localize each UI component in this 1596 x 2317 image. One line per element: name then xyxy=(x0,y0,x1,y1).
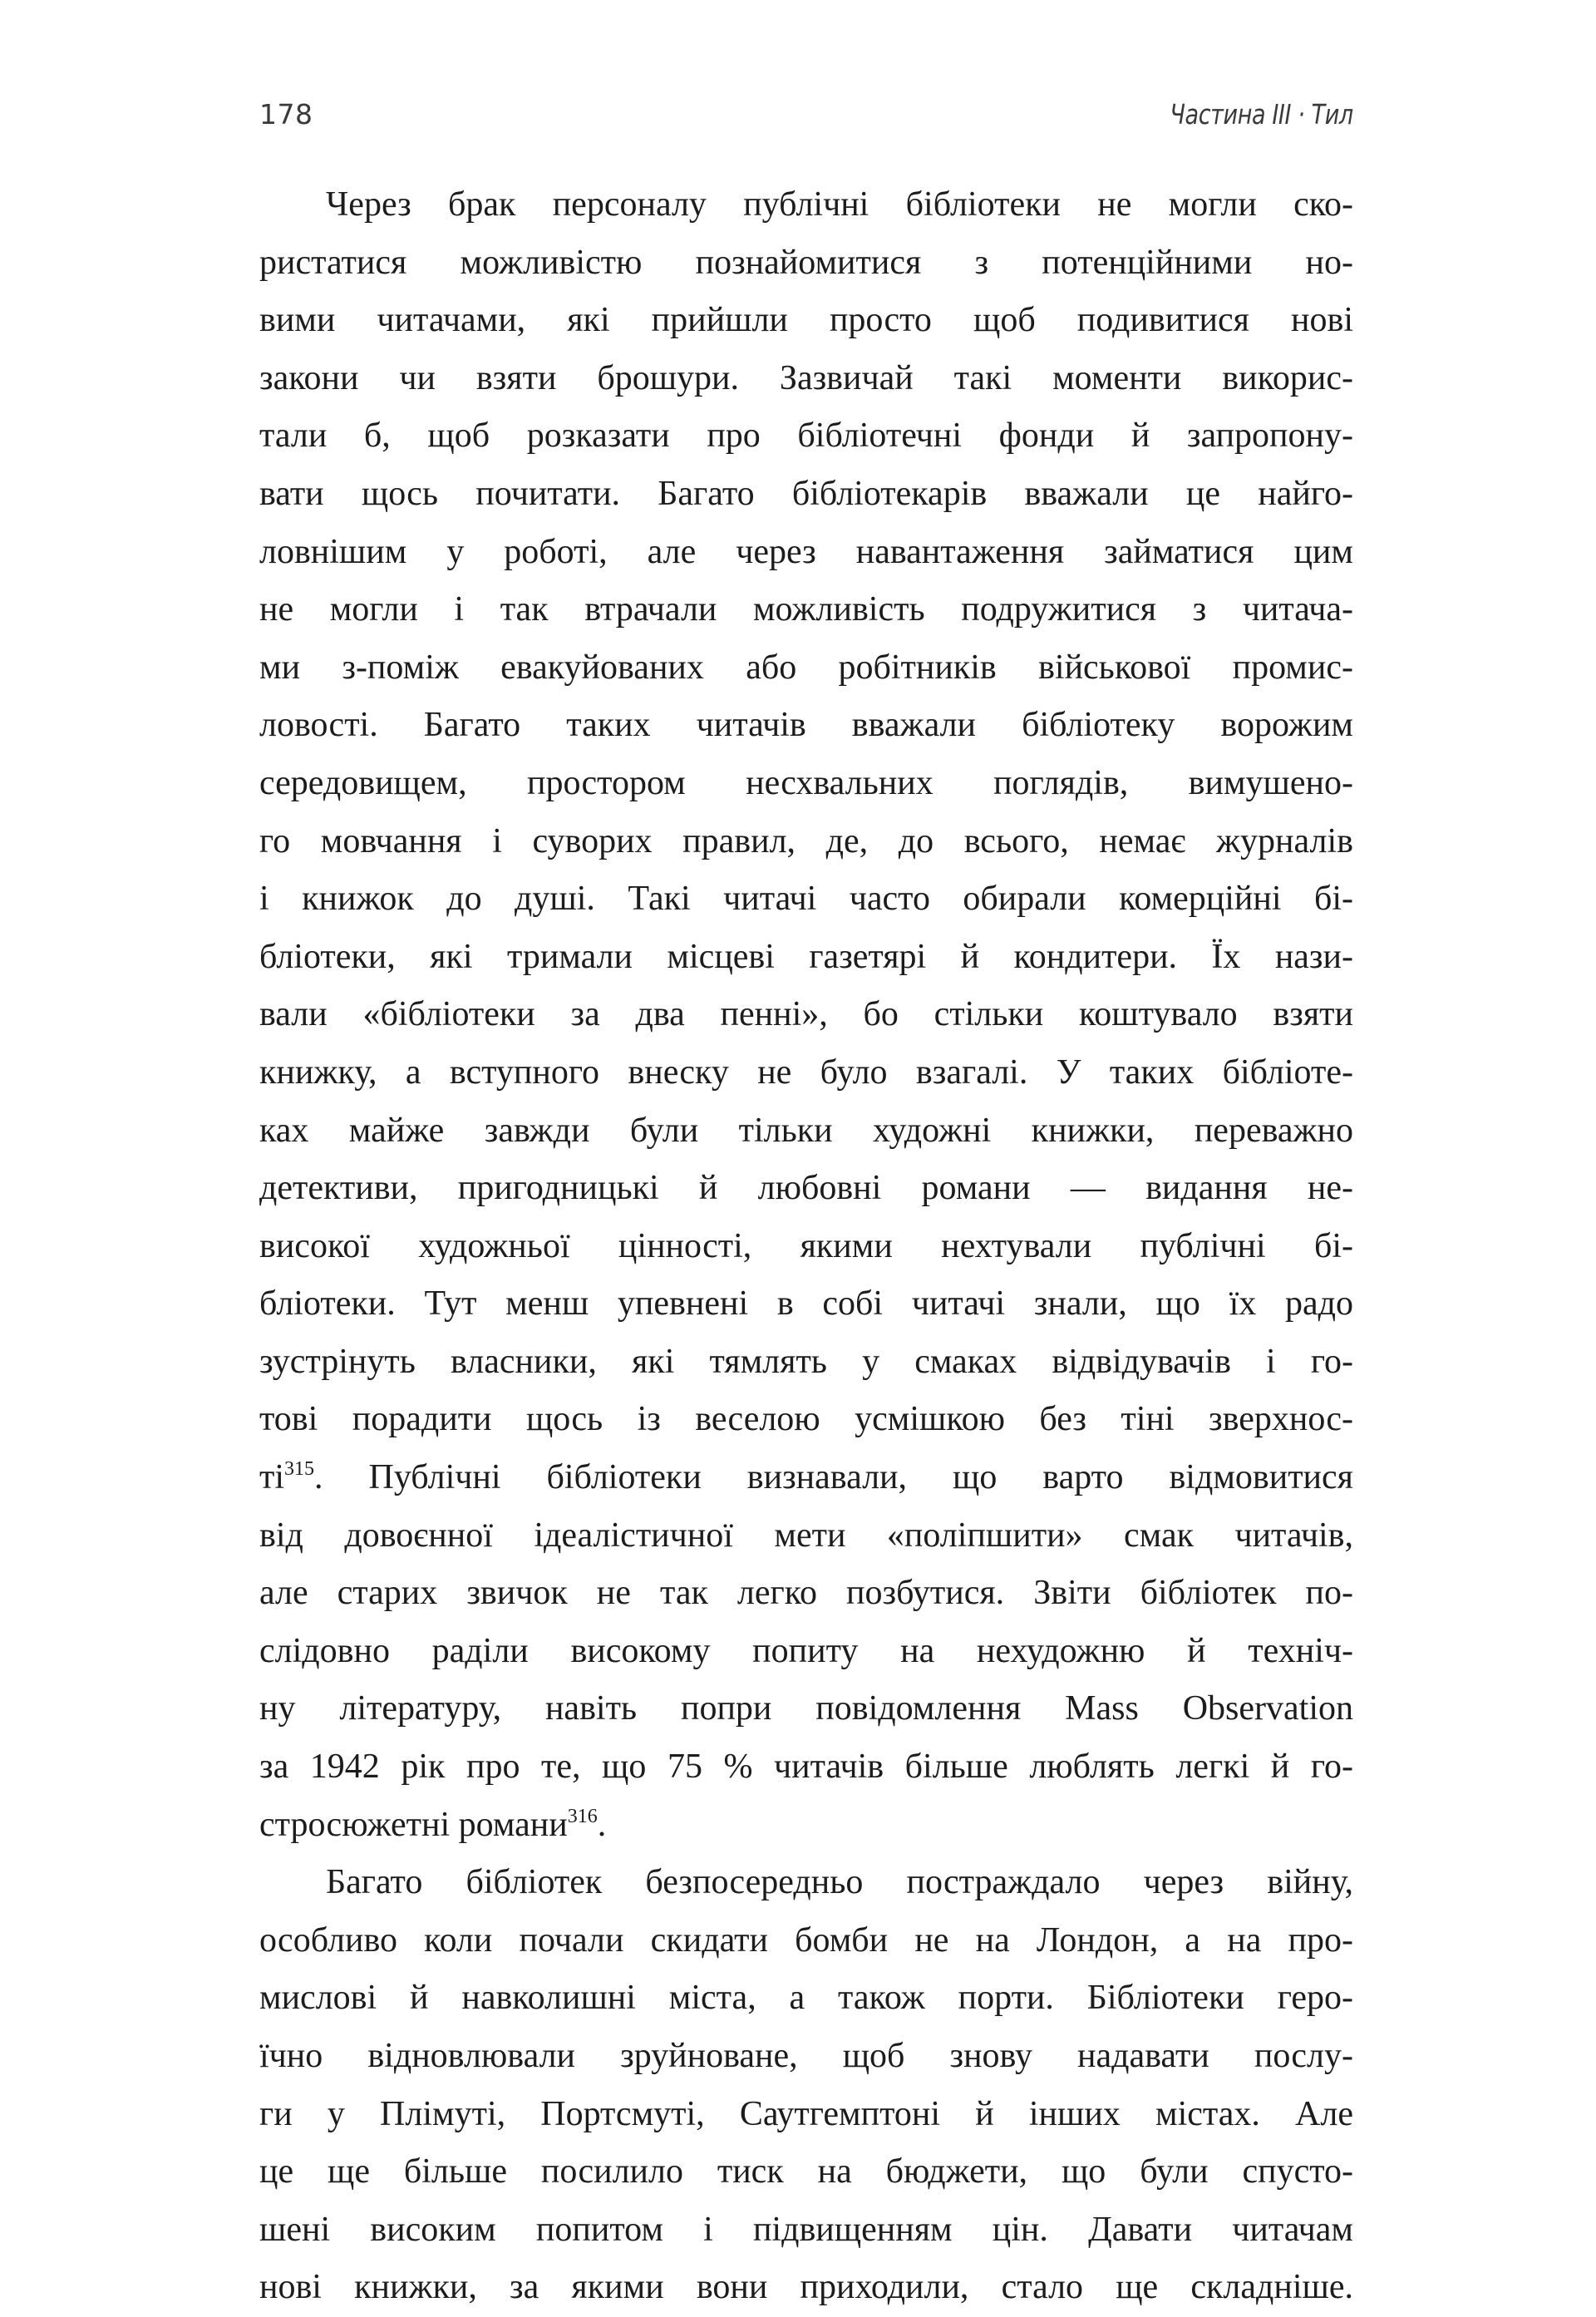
text-line: книжку, а вступного внеску не було взагалі. У таких бібліоте- xyxy=(259,1053,1353,1092)
text-line: Через брак персоналу публічні бібліотеки не могли ско- xyxy=(326,185,1353,224)
footnote-ref-316[interactable]: 316 xyxy=(567,1805,598,1827)
text-fragment: ті xyxy=(259,1458,285,1497)
footnote-ref-315[interactable]: 315 xyxy=(284,1458,315,1481)
text-line: мислові й навколишні міста, а також порти. Бібліотеки геро- xyxy=(259,1979,1353,2018)
text-line: слідовно раділи високому попиту на нехудожню й техніч- xyxy=(259,1631,1353,1670)
text-line: це ще більше посилило тиск на бюджети, що були спусто- xyxy=(259,2152,1353,2191)
text-line: шені високим попитом і підвищенням цін. Давати читачам xyxy=(259,2210,1353,2249)
text-line: го мовчання і суворих правил, де, до всього, немає журналів xyxy=(259,821,1353,860)
text-fragment: . Публічні бібліотеки визнавали, що варто відмовитися xyxy=(314,1458,1353,1497)
text-line: вали «бібліотеки за два пенні», бо стільки коштувало взяти xyxy=(259,995,1353,1034)
text-line: тові порадити щось із веселою усмішкою без тіні зверхнос- xyxy=(259,1400,1353,1439)
text-line: ну літературу, навіть попри повідомлення Mass Observation xyxy=(259,1689,1353,1728)
text-line: і книжок до душі. Такі читачі часто обирали комерційні бі- xyxy=(259,880,1353,919)
page-number: 178 xyxy=(259,98,313,131)
text-line: вати щось почитати. Багато бібліотекарів вважали це найго- xyxy=(259,474,1353,513)
paragraph-1 xyxy=(259,176,1353,1854)
text-line: ках майже завжди були тільки художні книжки, переважно xyxy=(259,1111,1353,1150)
text-line: детективи, пригодницькі й любовні романи — видання не- xyxy=(259,1169,1353,1208)
text-line: ловнішим у роботі, але через навантаження займатися цим xyxy=(259,532,1353,571)
text-line: за 1942 рік про те, що 75 % читачів більше люблять легкі й го- xyxy=(259,1748,1353,1787)
text-line: ристатися можливістю познайомитися з потенційними но- xyxy=(259,243,1353,282)
text-line-with-footnote xyxy=(259,1449,1353,1507)
text-line: особливо коли почали скидати бомби не на Лондон, а на про- xyxy=(259,1920,1353,1960)
running-head: Частина III · Тил xyxy=(1170,98,1353,131)
text-line-with-footnote xyxy=(259,1797,1353,1855)
text-fragment: . xyxy=(597,1805,607,1844)
text-line: бліотеки. Тут менш упевнені в собі читачі знали, що їх радо xyxy=(259,1284,1353,1324)
text-line: їчно відновлювали зруйноване, щоб знову надавати послу- xyxy=(259,2037,1353,2075)
text-fragment: стросюжетні романи xyxy=(259,1805,568,1844)
body-text xyxy=(259,176,1353,2317)
page-header xyxy=(259,98,1353,140)
text-line: ловості. Багато таких читачів вважали бібліотеку ворожим xyxy=(259,706,1353,745)
text-line: високої художньої цінності, якими нехтували публічні бі- xyxy=(259,1226,1353,1265)
text-line: не могли і так втрачали можливість подружитися з читача- xyxy=(259,590,1353,629)
text-line: бліотеки, які тримали місцеві газетярі й кондитери. Їх нази- xyxy=(259,937,1353,976)
text-line: ми з-поміж евакуйованих або робітників військової промис- xyxy=(259,648,1353,687)
text-line: але старих звичок не так легко позбутися. Звіти бібліотек по- xyxy=(259,1574,1353,1613)
text-line: тали б, щоб розказати про бібліотечні фонди й запропону- xyxy=(259,417,1353,456)
text-line: нові книжки, за якими вони приходили, стало ще складніше. xyxy=(259,2268,1353,2307)
text-line: закони чи взяти брошури. Зазвичай такі моменти викорис- xyxy=(259,358,1353,397)
text-line: середовищем, простором несхвальних поглядів, вимушено- xyxy=(259,763,1353,802)
text-line: ги у Плімуті, Портсмуті, Саутгемптоні й інших містах. Але xyxy=(259,2094,1353,2133)
text-line: Багато бібліотек безпосередньо постраждало через війну, xyxy=(326,1863,1353,1902)
text-line: зустрінуть власники, які тямлять у смаках відвідувачів і го- xyxy=(259,1342,1353,1381)
text-line: вими читачами, які прийшли просто щоб подивитися нові xyxy=(259,301,1353,340)
text-line: від довоєнної ідеалістичної мети «поліпшити» смак читачів, xyxy=(259,1516,1353,1555)
paragraph-2 xyxy=(259,1854,1353,2317)
